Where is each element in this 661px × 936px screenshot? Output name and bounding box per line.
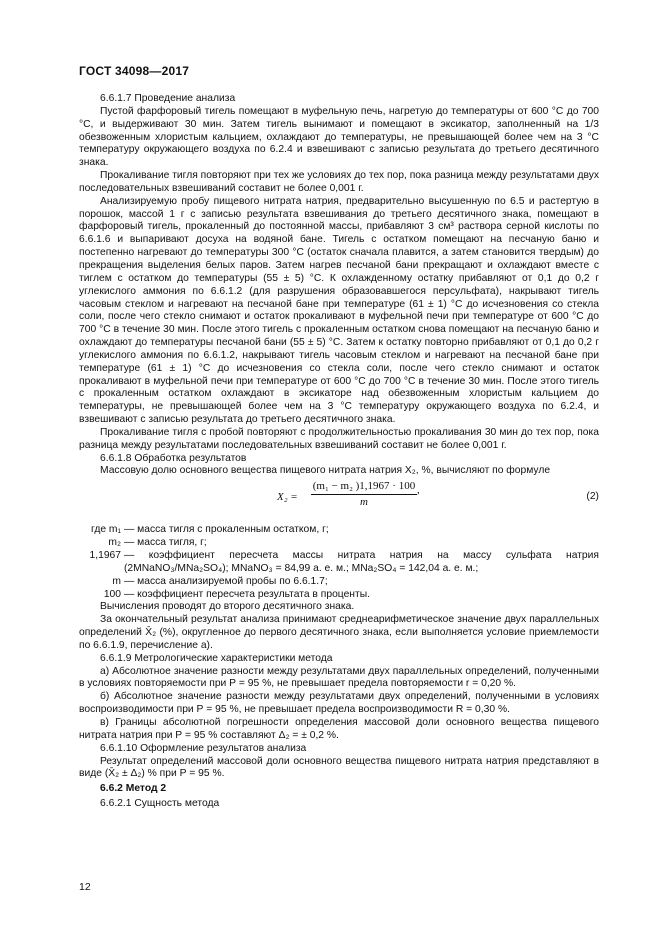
section-heading-6-6-2-1: 6.6.2.1 Сущность метода <box>100 798 220 810</box>
formula-number: (2) <box>586 491 599 503</box>
definition-symbol: где m₁ <box>91 524 121 536</box>
definition-text: — масса анализируемой пробы по 6.6.1.7; <box>124 575 328 587</box>
definition-row <box>79 576 599 589</box>
paragraph: Массовую долю основного вещества пищевого нитрата натрия X₂, %, вычисляют по формуле <box>100 465 551 477</box>
section-heading-6-6-1-8: 6.6.1.8 Обработка результатов <box>100 452 247 464</box>
definition-row <box>79 524 599 537</box>
definition-symbol: 100 <box>103 588 121 600</box>
definition-row <box>79 589 599 602</box>
definition-text: — коэффициент пересчета массы нитрата натрия на массу сульфата натрия (2MNaNO₃/MNa₂SO₄); MNaNO₃ = 84,99 а. е. м.; MNa₂SO₄ = 142,04 а. е. м.; <box>124 550 599 574</box>
list-item-b: б) Абсолютное значение разности между результатами двух определений, полученными в условиях воспроизводимости при Р = 95 %, не превышает предела воспроизводимости R = 0,30 %. <box>79 691 599 716</box>
section-heading-6-6-1-9: 6.6.1.9 Метрологические характеристики метода <box>100 652 333 664</box>
paragraph: Прокаливание тигля с пробой повторяют с продолжительностью прокаливания 30 мин до тех пор, пока разница между результатами последовательных взвешиваний составит не более 0,001 г. <box>79 426 599 451</box>
symbol-definitions <box>79 524 599 601</box>
formula-fraction <box>311 480 417 509</box>
definition-text: — масса тигля, г; <box>124 537 207 549</box>
paragraph: Прокаливание тигля повторяют при тех же условиях до тех пор, пока разница между результатами двух последовательных взвешиваний составит не более 0,001 г. <box>79 170 599 194</box>
document-header: ГОСТ 34098—2017 <box>79 64 190 78</box>
formula-2 <box>79 480 599 520</box>
list-item-c: в) Границы абсолютной погрешности определения массовой доли основного вещества пищевого нитрата натрия при Р = 95 % составляют Δ₂ = ± 0,2 %. <box>79 716 599 741</box>
formula-tail: , <box>417 484 420 497</box>
page-number: 12 <box>79 881 91 893</box>
definition-text: — коэффициент пересчета результата в проценты. <box>124 588 370 600</box>
section-heading-6-6-1-10: 6.6.1.10 Оформление результатов анализа <box>100 742 307 754</box>
list-item-a: а) Абсолютное значение разности между результатами двух параллельных определений, полученными в условиях повторяемости при Р = 95 %, не превышает предела повторяемости r = 0,20 %. <box>79 665 599 690</box>
formula-numerator: (m₁ − m₂ )1,1967 · 100 <box>311 480 417 495</box>
definition-row <box>79 537 599 550</box>
definition-text: — масса тигля с прокаленным остатком, г; <box>124 524 329 536</box>
definition-row <box>79 550 599 576</box>
definition-symbol: m₂ <box>108 537 121 549</box>
section-heading-6-6-2: 6.6.2 Метод 2 <box>100 783 167 795</box>
paragraph: Вычисления проводят до второго десятичного знака. <box>100 601 355 613</box>
paragraph: Пустой фарфоровый тигель помещают в муфельную печь, нагретую до температуры от 600 °С до 700 °С, и выдерживают 30 мин. Затем тигель вынимают и помещают в эксикатор, заполненный на 1/3 обезвоженным хлористым кальцием, охлаждают до температуры, не превышающей более чем на 3 °С температуру окружающего воздуха по 6.2.4 и взвешивают с записью результата до третьего десятичного знака. <box>79 105 599 169</box>
document-body <box>79 92 599 811</box>
formula-lhs: X₂ = <box>277 491 298 504</box>
paragraph: Результат определений массовой доли основного вещества пищевого нитрата натрия представляют в виде (X̄₂ ± Δ₂) % при Р = 95 %. <box>79 755 599 780</box>
paragraph: Анализируемую пробу пищевого нитрата натрия, предварительно высушенную по 6.5 и растертую в порошок, массой 1 г с записью результата взвешивания до третьего десятичного знака, помещают в фарфоровый тигель, прокаленный до постоянной массы, прибавляют 3 см³ раствора серной кислоты по 6.6.1.6 и выпаривают досуха на водяной бане. Тигель с остатком помещают на песчаную баню и постепенно нагревают до температуры 300 °С (остаток сначала плавится, а затем становится твердым) до прекращения выделения белых паров. Затем нагрев песчаной бани прекращают и охлаждают вместе с тиглем с остатком до температуры (55 ± 5) °С. К охлажденному остатку прибавляют от 0,1 до 0,2 г углекислого аммония по 6.6.1.2 (для разрушения образовавшегося персульфата), накрывают тигель часовым стеклом и нагревают на песчаной бане при температуре (61 ± 1) °С до исчезновения со стекла соли, после чего стекло снимают и остаток прокаливают в муфельной печи при температуре от 600 °С до 700 °С в течение 30 мин. После этого тигель с прокаленным остатком снова помещают на песчаную баню и охлаждают до температуры песчаной бани (55 ± 5) °С. Затем к остатку повторно прибавляют от 0,1 до 0,2 г углекислого аммония по 6.6.1.2, накрывают тигель часовым стеклом и нагревают на песчаной бане при температуре (61 ± 1) °С до исчезновения со стекла соли, после чего стекло снимают и остаток прокаливают в муфельной печи при температуре от 600 °С до 700 °С в течение 30 мин. После этого тигель с прокаленным остатком охлаждают в эксикаторе над обезвоженным хлористым кальцием до температуры, не превышающей более чем на 3 °С температуру окружающего воздуха по 6.2.4, и взвешивают с записью результата до третьего десятичного знака. <box>79 195 599 426</box>
section-heading-6-6-1-7: 6.6.1.7 Проведение анализа <box>100 93 236 104</box>
definition-symbol: 1,1967 <box>89 550 121 561</box>
definition-symbol: m <box>112 575 121 587</box>
paragraph: За окончательный результат анализа принимают среднеарифметическое значение двух параллельных определений X̄₂ (%), округленное до первого десятичного знака, если выполняется условие приемлемости по 6.6.1.9, перечисление а). <box>79 614 599 651</box>
formula-denominator: m <box>360 496 368 509</box>
